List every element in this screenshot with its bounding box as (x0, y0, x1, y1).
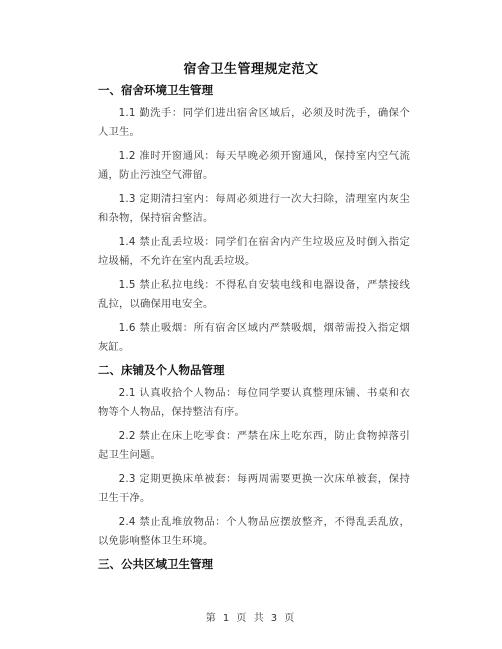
page-footer: 第 1 页 共 3 页 (205, 613, 297, 624)
document-title: 宿舍卫生管理规定范文 (183, 62, 319, 77)
paragraph-1-3: 1.3 定期清扫室内：每周必须进行一次大扫除，清理室内灰尘和杂物，保持宿舍整洁。 (98, 193, 410, 224)
paragraph-1-5: 1.5 禁止私拉电线：不得私自安装电线和电器设备，严禁接线乱拉，以确保用电安全。 (98, 279, 410, 310)
paragraph-2-4: 2.4 禁止乱堆放物品：个人物品应摆放整齐，不得乱丢乱放，以免影响整体卫生环境。 (98, 516, 410, 547)
paragraph-1-1: 1.1 勤洗手：同学们进出宿舍区域后，必须及时洗手，确保个人卫生。 (98, 107, 410, 138)
paragraph-1-2: 1.2 准时开窗通风：每天早晚必须开窗通风，保持室内空气流通，防止污浊空气滞留。 (98, 150, 410, 181)
paragraph-1-4: 1.4 禁止乱丢垃圾：同学们在宿舍内产生垃圾应及时倒入指定垃圾桶，不允许在室内乱丢垃圾。 (98, 236, 410, 267)
section-heading-3: 三、公共区域卫生管理 (98, 557, 213, 571)
paragraph-2-3: 2.3 定期更换床单被套：每两周需要更换一次床单被套，保持卫生干净。 (98, 473, 410, 504)
section-heading-1: 一、宿舍环境卫生管理 (98, 83, 213, 97)
paragraph-2-1: 2.1 认真收拾个人物品：每位同学要认真整理床铺、书桌和衣物等个人物品，保持整洁有序。 (98, 387, 410, 418)
paragraph-2-2: 2.2 禁止在床上吃零食：严禁在床上吃东西，防止食物掉落引起卫生问题。 (98, 430, 410, 461)
paragraph-1-6: 1.6 禁止吸烟：所有宿舍区域内严禁吸烟，烟蒂需投入指定烟灰缸。 (98, 322, 410, 353)
document-body (98, 82, 410, 578)
section-heading-2: 二、床铺及个人物品管理 (98, 363, 225, 377)
